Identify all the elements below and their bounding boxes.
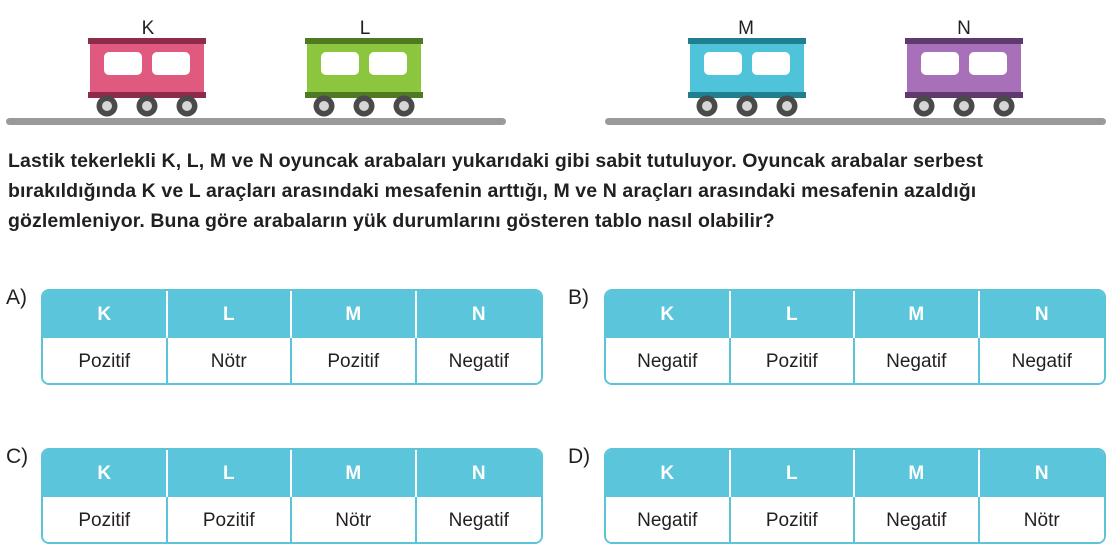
wheel-hub — [319, 101, 329, 111]
car-label-n: N — [957, 18, 971, 39]
track-left — [6, 118, 506, 125]
header-k: K — [43, 450, 168, 497]
value-k: Pozitif — [43, 497, 168, 544]
value-n: Negatif — [417, 497, 542, 544]
value-k: Negatif — [606, 497, 731, 544]
value-l: Pozitif — [731, 497, 856, 544]
value-n: Nötr — [980, 497, 1105, 544]
wheel-hub — [182, 101, 192, 111]
wheel-hub — [959, 101, 969, 111]
value-k: Pozitif — [43, 338, 168, 385]
header-k: K — [606, 291, 731, 338]
header-l: L — [731, 291, 856, 338]
car-label-k: K — [141, 18, 155, 39]
car-window — [369, 52, 407, 75]
wheel-hub — [919, 101, 929, 111]
wheel-hub — [359, 101, 369, 111]
option-d-letter[interactable]: D) — [568, 445, 591, 468]
option-a-table[interactable] — [41, 289, 543, 385]
car-window — [921, 52, 959, 75]
option-c-letter[interactable]: C) — [6, 445, 29, 468]
header-n: N — [417, 450, 542, 497]
car-window — [752, 52, 790, 75]
value-m: Nötr — [292, 497, 417, 544]
car-window — [152, 52, 190, 75]
wheel-hub — [142, 101, 152, 111]
header-k: K — [606, 450, 731, 497]
value-m: Pozitif — [292, 338, 417, 385]
header-m: M — [292, 450, 417, 497]
wheel-hub — [102, 101, 112, 111]
wheel-hub — [399, 101, 409, 111]
value-k: Negatif — [606, 338, 731, 385]
option-c-table[interactable] — [41, 448, 543, 544]
car-window — [969, 52, 1007, 75]
header-m: M — [855, 291, 980, 338]
header-l: L — [168, 291, 293, 338]
value-m: Negatif — [855, 497, 980, 544]
option-b-table[interactable] — [604, 289, 1106, 385]
car-window — [321, 52, 359, 75]
header-n: N — [980, 450, 1105, 497]
header-n: N — [417, 291, 542, 338]
wheel-hub — [742, 101, 752, 111]
car-l — [305, 38, 423, 117]
value-l: Pozitif — [168, 497, 293, 544]
value-l: Nötr — [168, 338, 293, 385]
option-b-letter[interactable]: B) — [568, 286, 589, 309]
header-n: N — [980, 291, 1105, 338]
value-n: Negatif — [417, 338, 542, 385]
wheel-hub — [782, 101, 792, 111]
header-k: K — [43, 291, 168, 338]
value-m: Negatif — [855, 338, 980, 385]
option-a-letter[interactable]: A) — [6, 286, 27, 309]
car-label-m: M — [738, 18, 754, 39]
wheel-hub — [999, 101, 1009, 111]
header-m: M — [855, 450, 980, 497]
car-window — [704, 52, 742, 75]
car-label-l: L — [359, 18, 371, 39]
value-n: Negatif — [980, 338, 1105, 385]
car-m — [688, 38, 806, 117]
question-text: Lastik tekerlekli K, L, M ve N oyuncak arabaları yukarıdaki gibi sabit tutuluyor. Oyuncak arabalar serbest bırakıldığında K ve L araçları arasındaki mesafenin arttığı, M ve N araçları arasındaki mesafenin azaldığı gözlemleniyor. Buna göre arabaların yük durumlarını gösteren tablo nasıl olabilir? — [8, 150, 984, 232]
option-d-table[interactable] — [604, 448, 1106, 544]
car-n — [905, 38, 1023, 117]
track-right — [605, 118, 1106, 125]
car-window — [104, 52, 142, 75]
car-k — [88, 38, 206, 117]
value-l: Pozitif — [731, 338, 856, 385]
cars-illustration — [0, 0, 1114, 140]
header-l: L — [731, 450, 856, 497]
header-m: M — [292, 291, 417, 338]
wheel-hub — [702, 101, 712, 111]
header-l: L — [168, 450, 293, 497]
